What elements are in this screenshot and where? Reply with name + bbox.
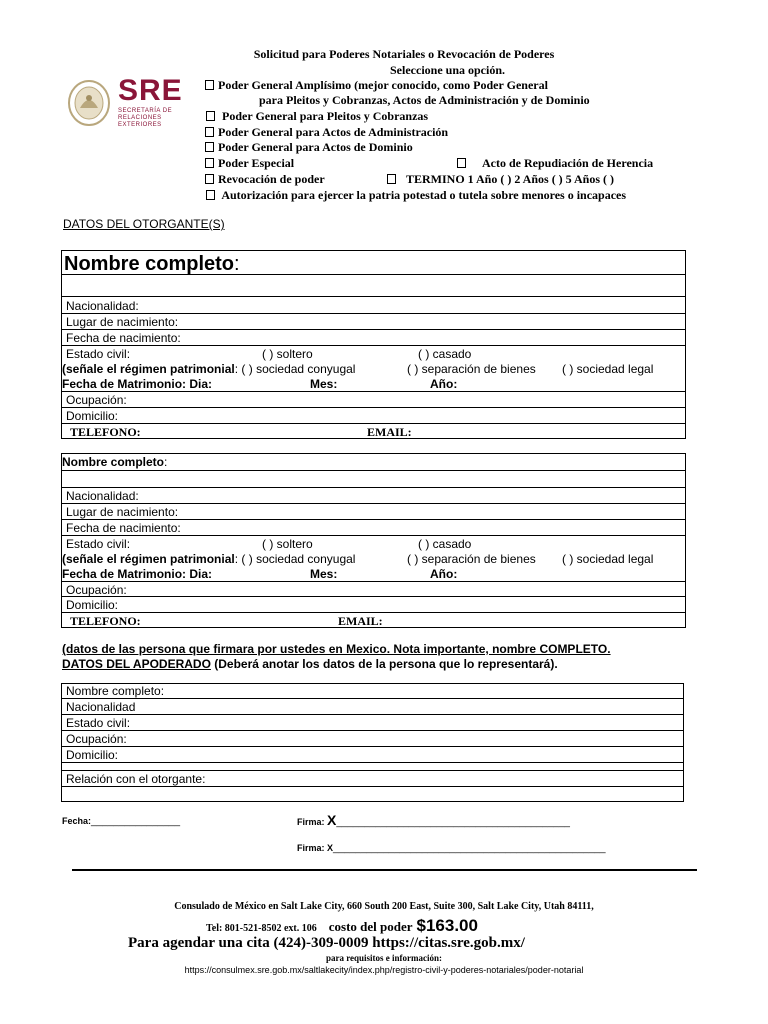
apoderado-blank-row[interactable] [62,763,683,771]
apoderado-blank-row[interactable] [62,787,683,801]
option-poder-amplisimo-cont: para Pleitos y Cobranzas, Actos de Administración y de Dominio [259,93,590,107]
checkbox-icon[interactable] [206,111,215,121]
ocupacion-field[interactable]: Ocupación: [62,582,685,597]
checkbox-icon[interactable] [205,142,214,152]
regimen-field[interactable]: (señale el régimen patrimonial: ( ) sociedad conyugal ( ) separación de bienes ( ) sociedad legal [62,362,654,376]
termino-options[interactable]: TERMINO 1 Año ( ) 2 Años ( ) 5 Años ( ) [387,172,614,187]
option-poder-amplisimo[interactable]: Poder General Amplísimo (mejor conocido, como Poder General [205,78,548,93]
grantor-2-box [61,453,686,628]
relacion-otorgante-field[interactable]: Relación con el otorgante: [62,771,683,787]
nombre-blank-row[interactable] [62,471,685,488]
consulado-address: Consulado de México en Salt Lake City, 660 South 200 East, Suite 300, Salt Lake City, Utah 84111, [174,901,594,912]
option-repudiacion-herencia[interactable]: Acto de Repudiación de Herencia [457,156,653,171]
firma-field-1[interactable]: Firma: X__________________________________________ [297,812,570,828]
fecha-nacimiento-field[interactable]: Fecha de nacimiento: [62,520,685,536]
nombre-blank-row[interactable] [62,275,685,297]
fecha-matrimonio-field[interactable]: Fecha de Matrimonio: Dia: Mes: Año: [62,376,685,392]
grantor-1-box [61,250,686,439]
option-actos-dominio[interactable]: Poder General para Actos de Dominio [205,140,413,155]
apoderado-box [61,683,684,802]
fecha-field[interactable]: Fecha:________________ [62,816,180,827]
fecha-nacimiento-field[interactable]: Fecha de nacimiento: [62,330,685,346]
apoderado-domicilio-field[interactable]: Domicilio: [62,747,683,763]
option-patria-potestad[interactable]: Autorización para ejercer la patria potestad o tutela sobre menores o incapaces [206,188,626,203]
apoderado-note: (datos de las persona que firmara por ustedes en Mexico. Nota importante, nombre COMPLETO. [62,642,611,656]
sre-logo [66,76,186,132]
form-subtitle: Seleccione una opción. [390,63,506,77]
ocupacion-field[interactable]: Ocupación: [62,392,685,408]
section-otorgante-title: DATOS DEL OTORGANTE(S) [63,217,225,231]
nombre-completo-field[interactable]: Nombre completo: [62,454,685,471]
lugar-nacimiento-field[interactable]: Lugar de nacimiento: [62,314,685,330]
checkbox-icon[interactable] [205,127,214,137]
apoderado-nacionalidad-field[interactable]: Nacionalidad [62,699,683,715]
estado-civil-field[interactable]: Estado civil: ( ) soltero ( ) casado [66,347,472,361]
checkbox-icon[interactable] [205,174,214,184]
option-pleitos-cobranzas[interactable]: Poder General para Pleitos y Cobranzas [206,109,428,124]
tel-costo-line: Tel: 801-521-8502 ext. 106 costo del poder $163.00 [206,916,478,935]
apoderado-estado-civil-field[interactable]: Estado civil: [62,715,683,731]
firma-field-2[interactable]: Firma: X_________________________________________________ [297,843,606,854]
national-seal-icon [66,78,112,128]
domicilio-field[interactable]: Domicilio: [62,597,685,613]
estado-civil-field[interactable]: Estado civil: ( ) soltero ( ) casado [66,537,472,551]
footer-divider [72,869,697,871]
form-title: Solicitud para Poderes Notariales o Revocación de Poderes [253,47,555,61]
agendar-cita-line[interactable]: Para agendar una cita (424)-309-0009 https://citas.sre.gob.mx/ [128,935,525,951]
checkbox-icon[interactable] [205,158,214,168]
telefono-email-field[interactable]: TELEFONO: EMAIL: [70,425,412,439]
regimen-field[interactable]: (señale el régimen patrimonial: ( ) sociedad conyugal ( ) separación de bienes ( ) sociedad legal [62,552,654,566]
requisitos-url-link[interactable]: https://consulmex.sre.gob.mx/saltlakecity/index.php/registro-civil-y-poderes-notariales/poder-notarial [184,965,584,975]
apoderado-nombre-field[interactable]: Nombre completo: [62,684,683,699]
telefono-email-field[interactable]: TELEFONO: EMAIL: [70,614,383,628]
checkbox-icon[interactable] [457,158,466,168]
requisitos-label: para requisitos e información: [325,953,443,963]
domicilio-field[interactable]: Domicilio: [62,408,685,424]
nombre-completo-field[interactable]: Nombre completo: [62,251,685,275]
checkbox-icon[interactable] [387,174,396,184]
apoderado-title: DATOS DEL APODERADO (Deberá anotar los datos de la persona que lo representará). [62,657,558,671]
checkbox-icon[interactable] [206,190,215,200]
logo-subtext: SECRETARÍA DE RELACIONES EXTERIORES [118,108,173,128]
apoderado-ocupacion-field[interactable]: Ocupación: [62,731,683,747]
checkbox-icon[interactable] [205,80,214,90]
logo-text: SRE [118,74,183,107]
fecha-matrimonio-field[interactable]: Fecha de Matrimonio: Dia: Mes: Año: [62,566,685,582]
lugar-nacimiento-field[interactable]: Lugar de nacimiento: [62,504,685,520]
nacionalidad-field[interactable]: Nacionalidad: [62,297,685,314]
option-revocacion[interactable]: Revocación de poder [205,172,325,187]
nacionalidad-field[interactable]: Nacionalidad: [62,488,685,504]
option-actos-administracion[interactable]: Poder General para Actos de Administración [205,125,448,140]
option-poder-especial[interactable]: Poder Especial [205,156,294,171]
